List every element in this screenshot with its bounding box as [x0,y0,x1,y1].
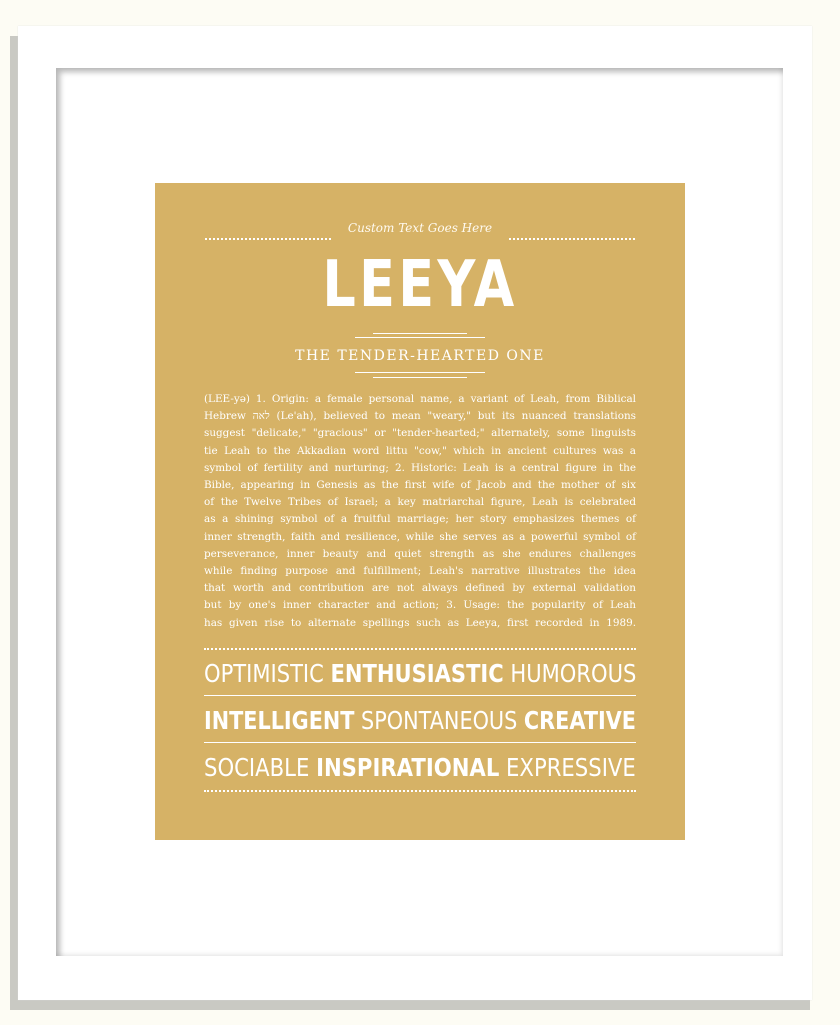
traits-row-1 [204,658,636,690]
trait-word: HUMOROUS [510,659,637,688]
trait-word: CREATIVE [523,706,636,735]
definition-line: while finding purpose and fulfillment; Leah's narrative illustrates the idea [204,565,636,578]
trait-word: SPONTANEOUS [361,706,518,735]
trait-word: SOCIABLE [204,753,310,782]
name-definition [204,391,636,632]
trait-word: INSPIRATIONAL [316,753,500,782]
definition-line: Bible, appearing in Genesis as the first wife of Jacob and the mother of six [204,479,636,492]
definition-line: has given rise to alternate spellings such as Leeya, first recorded in 1989. [204,616,636,629]
trait-word: OPTIMISTIC [204,659,324,688]
name-title: LEEYA [322,248,518,322]
dotted-divider-left [205,238,331,240]
rule-below-tagline-2 [373,377,467,378]
rule-below-tagline [355,372,485,373]
definition-line: Hebrew לאה (Le'ah), believed to mean "weary," but its nuanced translations [204,410,636,423]
definition-line: (LEE-yə) 1. Origin: a female personal name, a variant of Leah, from Biblical [204,393,636,405]
dotted-divider-right [509,238,635,240]
custom-text: Custom Text Goes Here [347,221,493,235]
definition-line: that worth and contribution are not always defined by external validation [204,582,636,595]
rule-above-tagline-2 [355,337,485,338]
dotted-divider-traits-bottom [204,790,636,792]
traits-row-3 [204,752,636,784]
definition-line: suggest "delicate," "gracious" or "tender-hearted;" alternately, some linguists [204,427,636,440]
traits-divider-2 [204,742,636,743]
trait-word: ENTHUSIASTIC [330,659,504,688]
definition-line: but by one's inner character and action; 3. Usage: the popularity of Leah [204,599,636,612]
rule-above-tagline [373,333,467,334]
definition-line: inner strength, faith and resilience, while she serves as a powerful symbol of [204,530,636,543]
tagline: THE TENDER-HEARTED ONE [295,348,545,364]
definition-line: perseverance, inner beauty and quiet strength as she endures challenges [204,547,636,560]
dotted-divider-traits-top [204,648,636,650]
traits-row-2 [204,705,636,737]
definition-line: symbol of fertility and nurturing; 2. Historic: Leah is a central figure in the [204,461,636,474]
trait-word: INTELLIGENT [204,706,355,735]
traits-divider-1 [204,695,636,696]
name-print [155,183,685,840]
definition-line: as a shining symbol of a fruitful marriage; her story emphasizes themes of [204,513,636,526]
definition-line: of the Twelve Tribes of Israel; a key matriarchal figure, Leah is celebrated [204,496,636,509]
definition-line: tie Leah to the Akkadian word littu "cow," which in ancient cultures was a [204,444,636,457]
trait-word: EXPRESSIVE [506,753,636,782]
